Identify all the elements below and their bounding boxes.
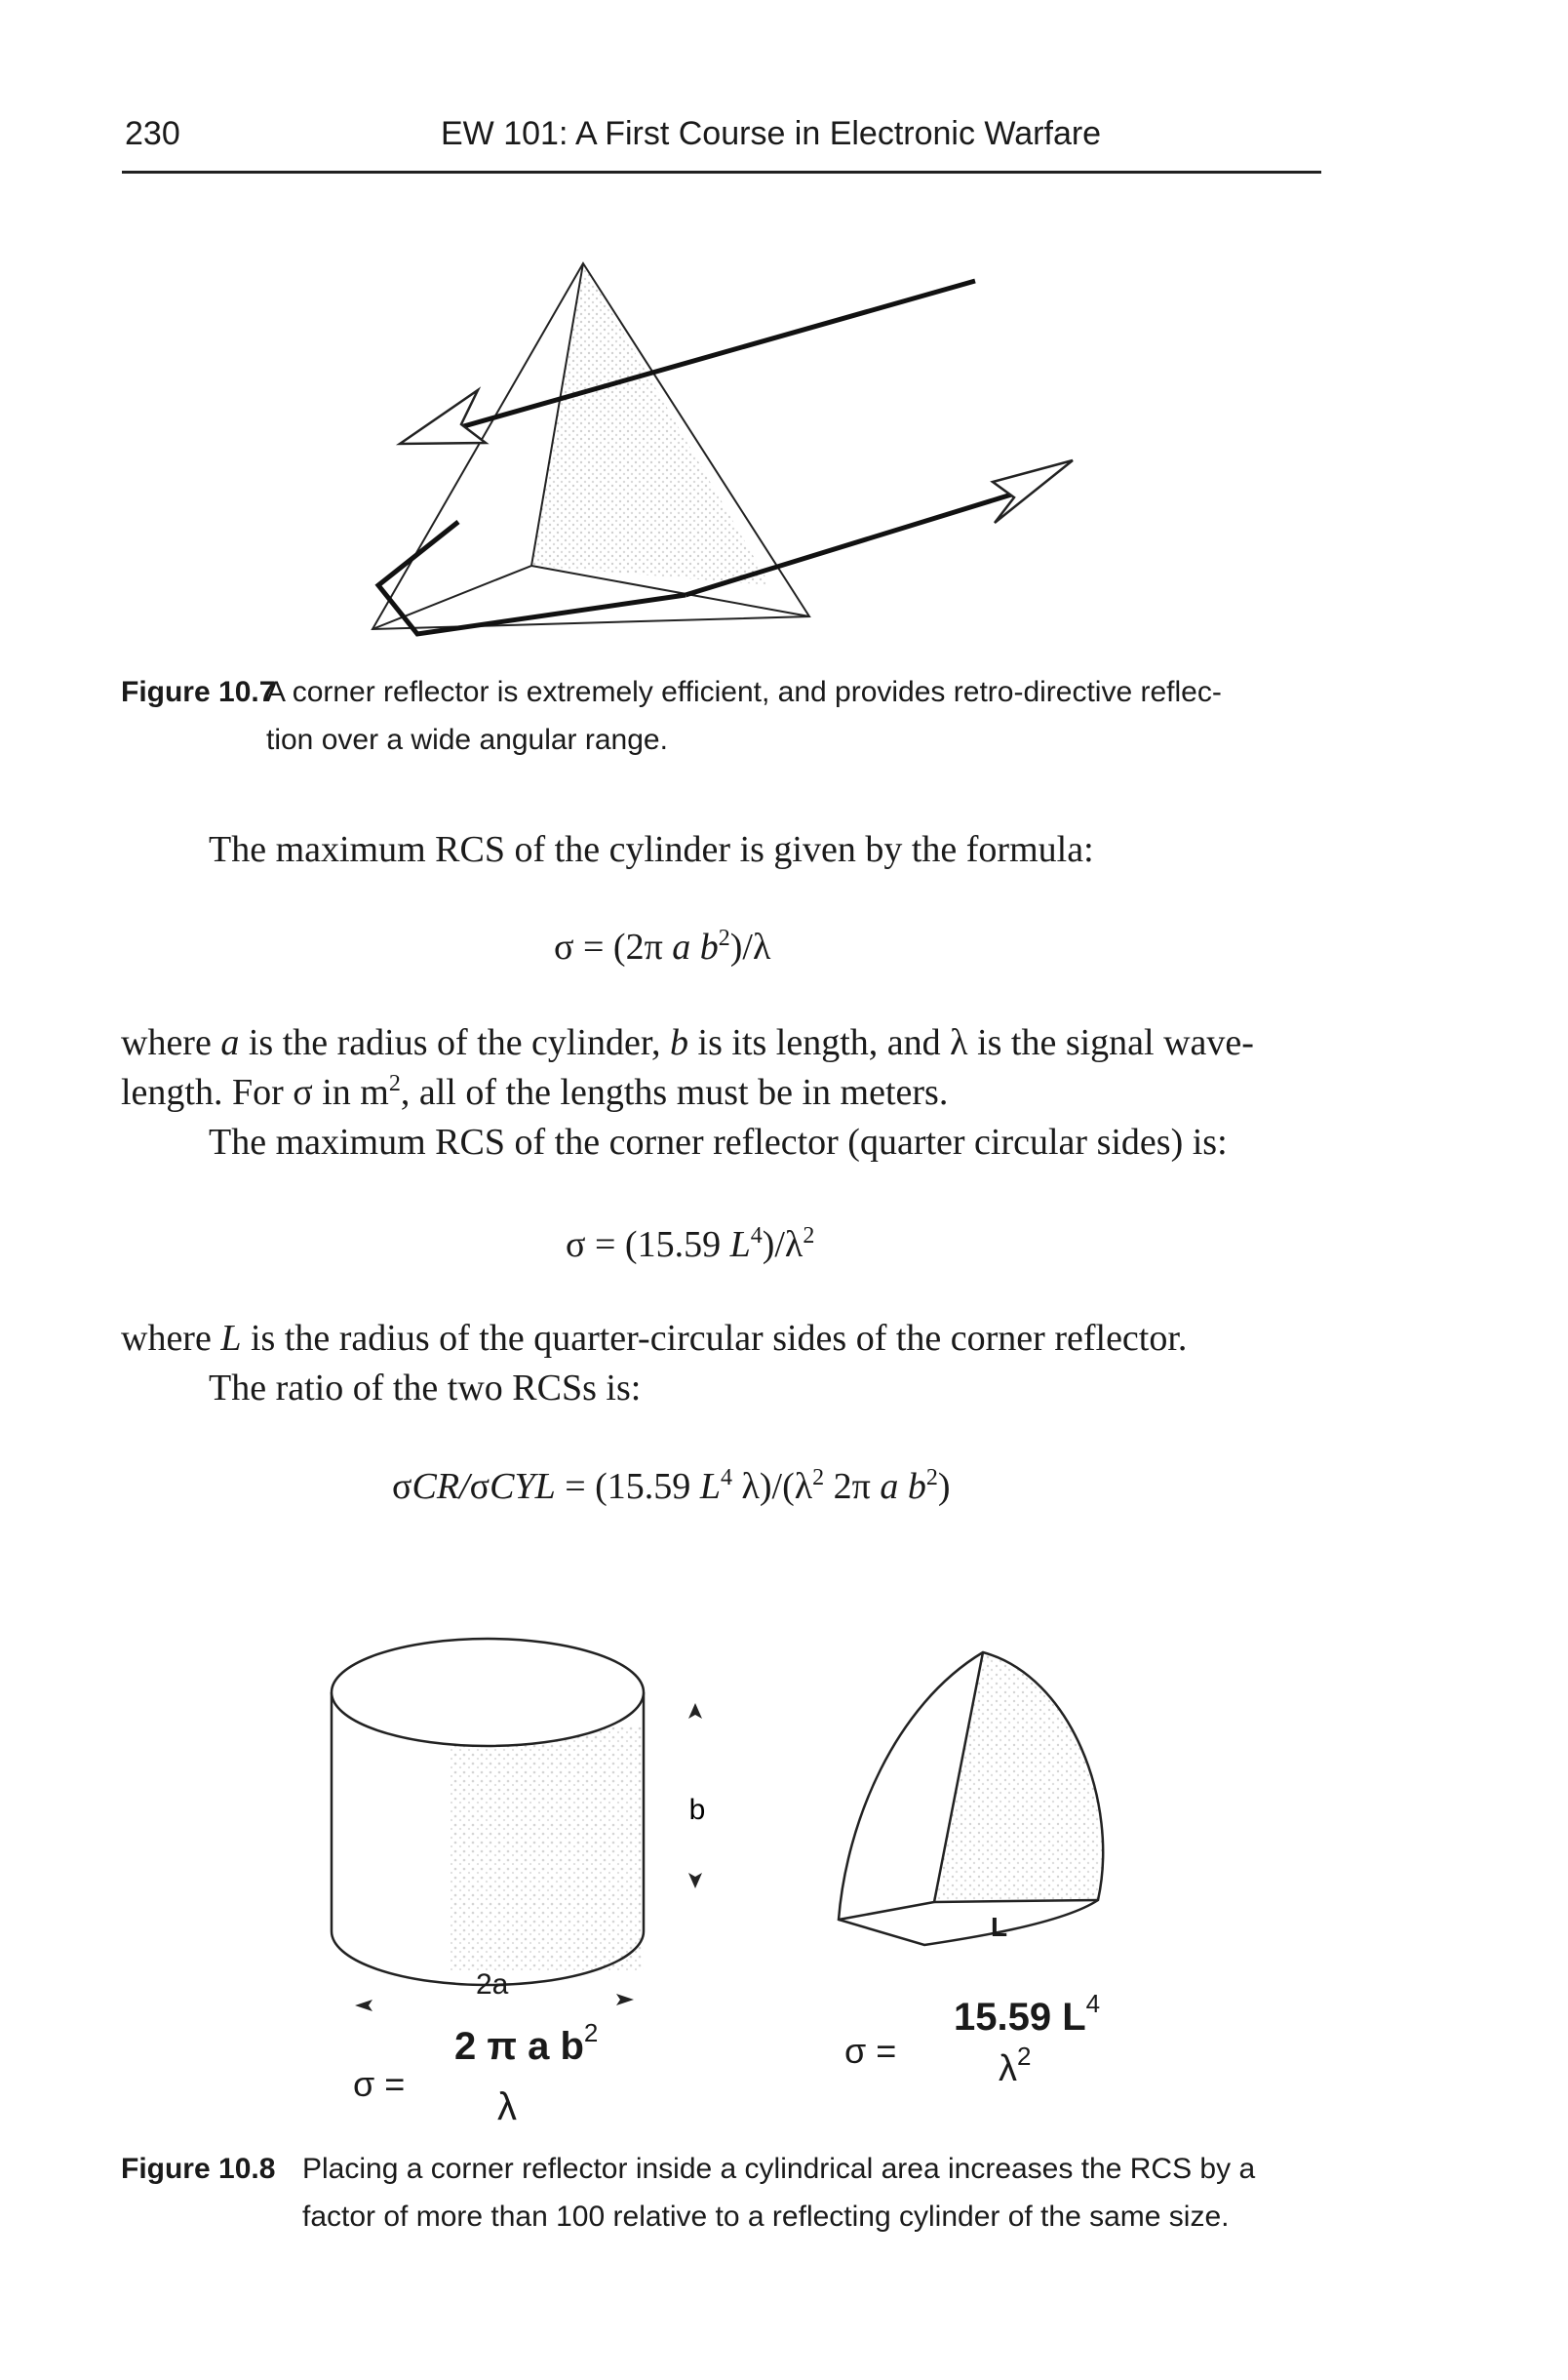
eq3-sigma-2: σ [469, 1466, 490, 1507]
p2-line2-b: , all of the lengths must be in meters. [400, 1072, 949, 1113]
p2-text-b: is the radius of the cylinder, [239, 1022, 671, 1063]
eq2-exp: 4 [750, 1223, 763, 1249]
cylinder-formula-numerator [454, 2018, 599, 2069]
paragraph-corner-reflector-intro: The maximum RCS of the corner reflector (quarter circular sides) is: [209, 1122, 1228, 1163]
eq3-eqmid: = (15.59 [555, 1466, 700, 1507]
eq2-exp2: 2 [803, 1223, 815, 1249]
eq3-cyl: CYL [490, 1466, 556, 1507]
p2-var-a: a [220, 1022, 240, 1063]
eq1-var-a: a [672, 927, 691, 968]
corner-formula-denominator [999, 2042, 1032, 2090]
corner-denominator-text: λ [999, 2048, 1017, 2089]
eq3-var-b: b [907, 1466, 926, 1507]
paragraph-ratio-intro: The ratio of the two RCSs is: [209, 1368, 642, 1408]
outgoing-arrowhead-icon [993, 460, 1073, 523]
cylinder-top-ellipse [332, 1639, 644, 1746]
p4-var-L: L [220, 1318, 242, 1359]
page-number: 230 [125, 115, 180, 152]
running-header-title: EW 101: A First Course in Electronic Warfare [441, 115, 1102, 152]
p4-text-b: is the radius of the quarter-circular sides of the corner reflector. [241, 1318, 1188, 1359]
corner-numerator-text: 15.59 L [954, 1996, 1086, 2039]
figure-10-7-label: Figure 10.7 [121, 676, 276, 708]
eq1-lhs: σ = (2π [554, 927, 673, 968]
p2-var-b: b [670, 1022, 689, 1063]
cylinder-numerator-text: 2 π a b [454, 2025, 584, 2068]
paragraph-cylinder-definitions-line-2 [121, 1068, 948, 1117]
incoming-arrowhead-icon [400, 390, 486, 444]
radius-label-L: L [991, 1912, 1008, 1942]
cylinder-formula-denominator: λ [497, 2085, 517, 2128]
corner-numerator-exp: 4 [1085, 1989, 1101, 2018]
p4-text-a: where [121, 1318, 221, 1359]
figure-10-7-caption-line-2: tion over a wide angular range. [266, 724, 668, 756]
cylinder-formula-sigma: σ = [353, 2064, 406, 2104]
equation-cylinder-rcs [554, 926, 770, 969]
width-left-arrow-icon [355, 2000, 372, 2011]
figure-10-7-caption-line-1: A corner reflector is extremely efficient, and provides retro-directive reflec- [266, 676, 1222, 708]
paragraph-cylinder-definitions-line-1 [121, 1018, 1330, 1067]
eq1-tail: )/λ [729, 927, 771, 968]
incoming-ray [453, 281, 975, 429]
eq3-expb: 2 [925, 1465, 938, 1490]
figure-10-8-caption-line-2: factor of more than 100 relative to a reflecting cylinder of the same size. [302, 2201, 1230, 2233]
eq2-mid: )/λ [762, 1224, 804, 1265]
eq3-lam: λ)/(λ [731, 1466, 813, 1507]
header-rule [122, 171, 1321, 174]
figure-10-8-label: Figure 10.8 [121, 2153, 276, 2185]
p2-line2-exp: 2 [388, 1071, 401, 1096]
corner-formula-numerator [954, 1989, 1101, 2040]
cylinder-numerator-exp: 2 [583, 2018, 599, 2047]
eq3-slash: / [459, 1466, 470, 1507]
cylinder-body-shading [449, 1726, 644, 1970]
reflector-right-face [531, 263, 770, 585]
equation-corner-reflector-rcs [566, 1223, 814, 1266]
eq3-exp2: 2 [812, 1465, 825, 1490]
eq1-var-b: b [699, 927, 719, 968]
paragraph-L-definition [121, 1314, 1187, 1363]
height-up-arrow-icon [688, 1703, 702, 1719]
p2-text-c: is its length, and λ is the signal wave- [688, 1022, 1254, 1063]
figure-10-8-caption-line-1: Placing a corner reflector inside a cylindrical area increases the RCS by a [302, 2153, 1256, 2185]
width-right-arrow-icon [616, 1994, 634, 2005]
eq3-close: ) [937, 1466, 951, 1507]
corner-reflector-illustration [361, 234, 1082, 644]
height-down-arrow-icon [688, 1873, 702, 1888]
eq2-var-L: L [729, 1224, 751, 1265]
paragraph-cylinder-intro: The maximum RCS of the cylinder is given by the formula: [209, 829, 1094, 870]
quarter-circle-corner-reflector-illustration [827, 1646, 1119, 1988]
eq3-cr: CR [412, 1466, 460, 1507]
eq3-twopi: 2π [824, 1466, 881, 1507]
p2-line2-a: length. For σ in m [121, 1072, 389, 1113]
eq1-exp: 2 [718, 926, 730, 951]
p2-text-a: where [121, 1022, 221, 1063]
eq3-sigma-1: σ [392, 1466, 412, 1507]
quarter-circle-bottom-edge-left [839, 1902, 934, 1920]
eq2-lhs: σ = (15.59 [566, 1224, 730, 1265]
diameter-label-2a: 2a [476, 1968, 509, 2001]
eq3-exp4: 4 [720, 1465, 732, 1490]
equation-rcs-ratio [392, 1465, 951, 1508]
height-label-b: b [688, 1794, 706, 1826]
corner-formula-sigma: σ = [844, 2031, 897, 2071]
eq3-var-a: a [880, 1466, 899, 1507]
eq3-var-L: L [699, 1466, 721, 1507]
corner-denominator-exp: 2 [1017, 2042, 1032, 2071]
